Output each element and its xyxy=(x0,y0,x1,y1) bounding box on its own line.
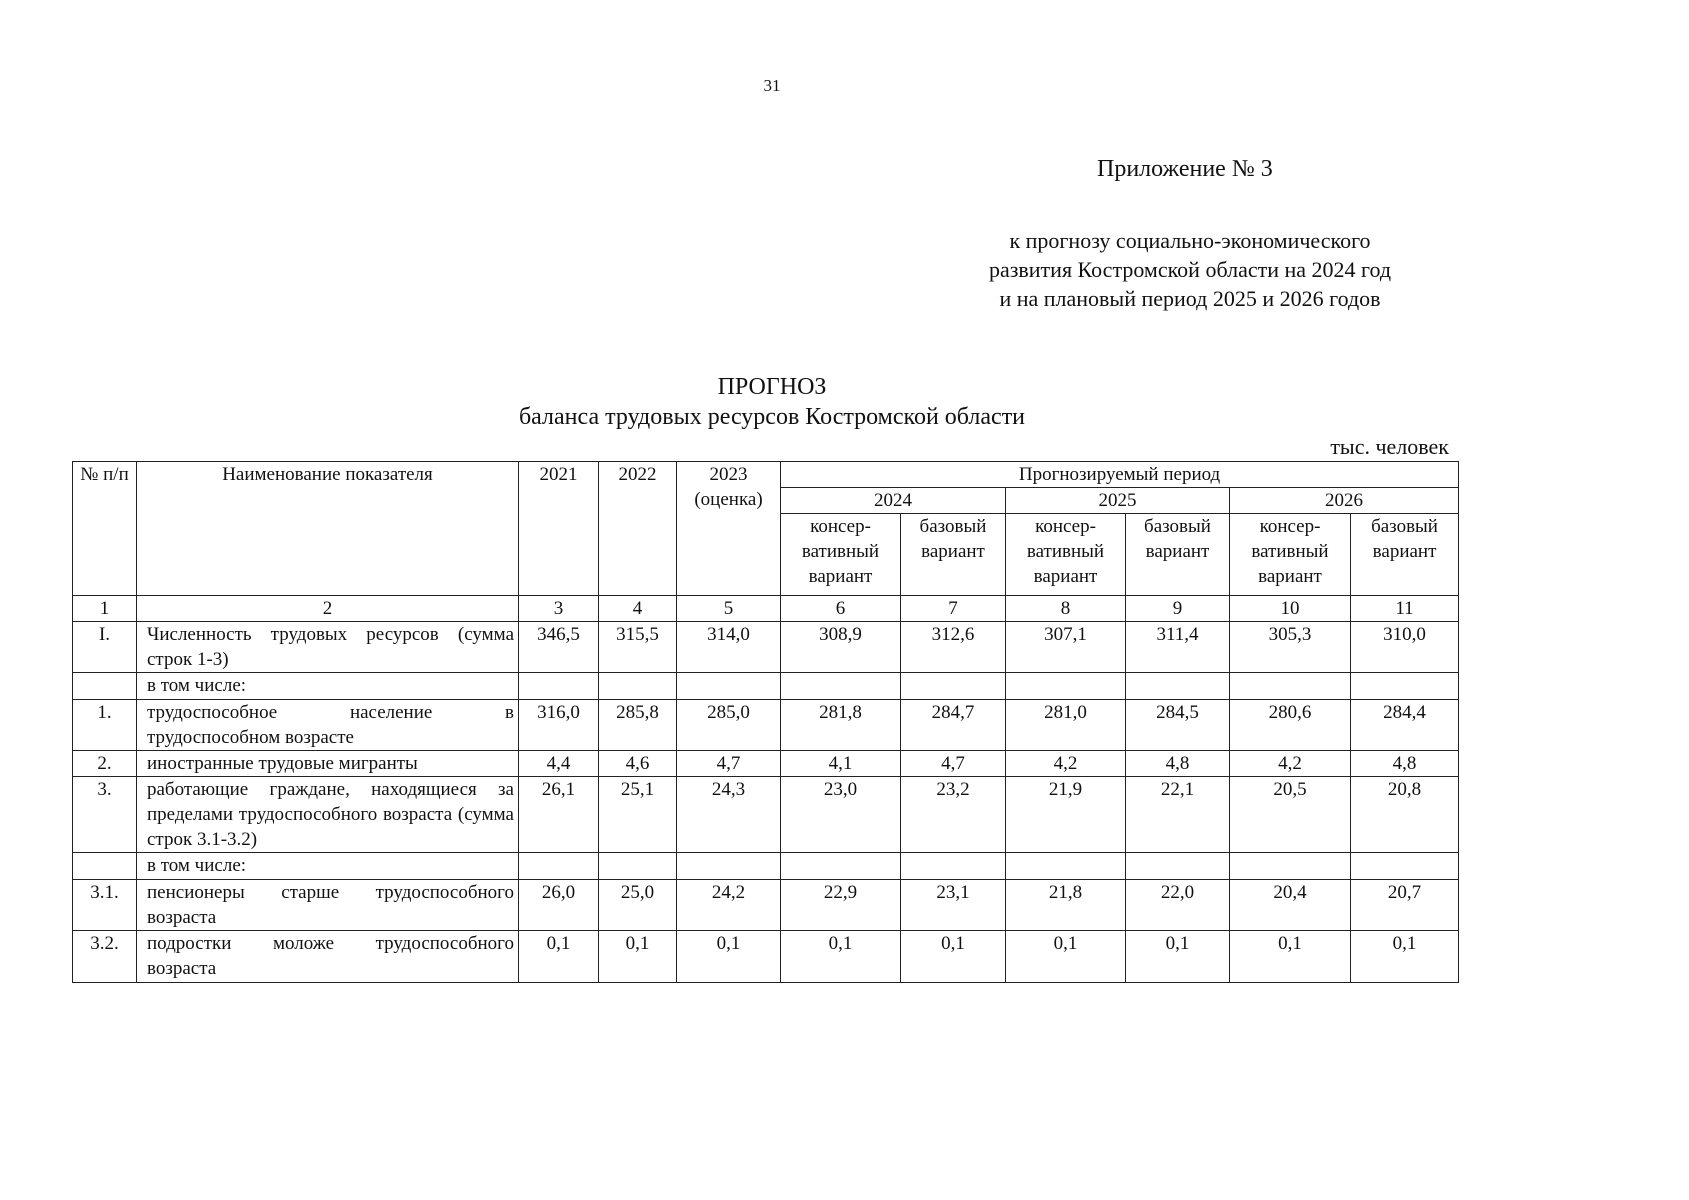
indicator-name: в том числе: xyxy=(137,673,519,700)
value-cell: 284,4 xyxy=(1351,700,1459,751)
indicator-name: подростки моложе трудоспособного возраста xyxy=(137,931,519,983)
value-cell: 25,0 xyxy=(599,880,677,931)
value-cell: 311,4 xyxy=(1126,622,1230,673)
value-cell: 24,2 xyxy=(677,880,781,931)
value-cell: 307,1 xyxy=(1006,622,1126,673)
value-cell xyxy=(677,853,781,880)
row-number: 3.2. xyxy=(73,931,137,983)
value-cell: 20,8 xyxy=(1351,777,1459,853)
value-cell: 305,3 xyxy=(1230,622,1351,673)
value-cell: 285,8 xyxy=(599,700,677,751)
column-index: 10 xyxy=(1230,596,1351,622)
row-number: 2. xyxy=(73,751,137,777)
column-index: 5 xyxy=(677,596,781,622)
header-conservative-2024: консер-вативный вариант xyxy=(781,514,901,596)
value-cell xyxy=(1230,853,1351,880)
header-base-2025: базовый вариант xyxy=(1126,514,1230,596)
header-2024: 2024 xyxy=(781,488,1006,514)
header-2021: 2021 xyxy=(519,462,599,596)
header-conservative-2026: консер-вативный вариант xyxy=(1230,514,1351,596)
value-cell: 24,3 xyxy=(677,777,781,853)
value-cell: 316,0 xyxy=(519,700,599,751)
value-cell xyxy=(901,853,1006,880)
header-2023: 2023 (оценка) xyxy=(677,462,781,596)
value-cell: 281,0 xyxy=(1006,700,1126,751)
indicator-name: пенсионеры старше трудоспособного возраста xyxy=(137,880,519,931)
row-number: 3. xyxy=(73,777,137,853)
table-row xyxy=(73,622,1459,673)
value-cell: 4,2 xyxy=(1006,751,1126,777)
row-number: I. xyxy=(73,622,137,673)
value-cell: 21,9 xyxy=(1006,777,1126,853)
column-index-row xyxy=(73,596,1459,622)
labor-balance-table xyxy=(72,461,1459,983)
header-2026: 2026 xyxy=(1230,488,1459,514)
value-cell: 346,5 xyxy=(519,622,599,673)
column-index: 3 xyxy=(519,596,599,622)
appendix-subtitle-line: и на плановый период 2025 и 2026 годов xyxy=(999,286,1381,311)
value-cell: 26,0 xyxy=(519,880,599,931)
value-cell: 21,8 xyxy=(1006,880,1126,931)
row-number xyxy=(73,853,137,880)
table-body xyxy=(73,596,1459,983)
value-cell: 314,0 xyxy=(677,622,781,673)
value-cell: 280,6 xyxy=(1230,700,1351,751)
column-index: 1 xyxy=(73,596,137,622)
value-cell: 285,0 xyxy=(677,700,781,751)
value-cell: 281,8 xyxy=(781,700,901,751)
value-cell: 4,6 xyxy=(599,751,677,777)
table-row xyxy=(73,880,1459,931)
value-cell xyxy=(677,673,781,700)
table-row xyxy=(73,853,1459,880)
table-row xyxy=(73,777,1459,853)
header-num: № п/п xyxy=(73,462,137,596)
value-cell xyxy=(1230,673,1351,700)
indicator-name: в том числе: xyxy=(137,853,519,880)
row-number: 3.1. xyxy=(73,880,137,931)
value-cell: 20,4 xyxy=(1230,880,1351,931)
value-cell: 284,5 xyxy=(1126,700,1230,751)
value-cell: 308,9 xyxy=(781,622,901,673)
value-cell xyxy=(1006,853,1126,880)
header-conservative-2025: консер-вативный вариант xyxy=(1006,514,1126,596)
table-header xyxy=(73,462,1459,596)
value-cell: 0,1 xyxy=(1006,931,1126,983)
header-base-2024: базовый вариант xyxy=(901,514,1006,596)
value-cell xyxy=(1351,853,1459,880)
value-cell: 20,7 xyxy=(1351,880,1459,931)
value-cell: 4,8 xyxy=(1351,751,1459,777)
document-title-line1: ПРОГНОЗ xyxy=(717,374,827,400)
value-cell: 26,1 xyxy=(519,777,599,853)
header-forecast-period: Прогнозируемый период xyxy=(781,462,1459,488)
value-cell: 310,0 xyxy=(1351,622,1459,673)
value-cell: 22,1 xyxy=(1126,777,1230,853)
row-number xyxy=(73,673,137,700)
appendix-subtitle-line: развития Костромской области на 2024 год xyxy=(988,257,1392,282)
table-row xyxy=(73,751,1459,777)
value-cell: 4,4 xyxy=(519,751,599,777)
header-2022: 2022 xyxy=(599,462,677,596)
value-cell: 4,7 xyxy=(901,751,1006,777)
appendix-subtitle-line: к прогнозу социально-экономического xyxy=(1009,228,1371,253)
indicator-name: иностранные трудовые мигранты xyxy=(137,751,519,777)
table-row xyxy=(73,700,1459,751)
value-cell: 4,1 xyxy=(781,751,901,777)
document-title-line2: баланса трудовых ресурсов Костромской области xyxy=(518,404,1026,430)
value-cell xyxy=(1351,673,1459,700)
value-cell: 22,0 xyxy=(1126,880,1230,931)
value-cell: 4,2 xyxy=(1230,751,1351,777)
value-cell xyxy=(1126,673,1230,700)
appendix-title: Приложение № 3 xyxy=(1097,156,1273,182)
indicator-name: трудоспособное население в трудоспособном возрасте xyxy=(137,700,519,751)
indicator-name: работающие граждане, находящиеся за пределами трудоспособного возраста (сумма строк 3.1-3.2) xyxy=(137,777,519,853)
value-cell: 0,1 xyxy=(1230,931,1351,983)
column-index: 11 xyxy=(1351,596,1459,622)
value-cell: 0,1 xyxy=(599,931,677,983)
column-index: 7 xyxy=(901,596,1006,622)
value-cell: 23,0 xyxy=(781,777,901,853)
column-index: 6 xyxy=(781,596,901,622)
value-cell xyxy=(519,853,599,880)
value-cell: 0,1 xyxy=(901,931,1006,983)
units-label: тыс. человек xyxy=(1330,434,1449,459)
table-row xyxy=(73,673,1459,700)
value-cell: 23,1 xyxy=(901,880,1006,931)
column-index: 8 xyxy=(1006,596,1126,622)
value-cell xyxy=(599,853,677,880)
value-cell: 0,1 xyxy=(519,931,599,983)
value-cell: 22,9 xyxy=(781,880,901,931)
value-cell: 0,1 xyxy=(781,931,901,983)
value-cell: 0,1 xyxy=(1351,931,1459,983)
value-cell: 23,2 xyxy=(901,777,1006,853)
value-cell xyxy=(781,673,901,700)
value-cell xyxy=(519,673,599,700)
value-cell: 284,7 xyxy=(901,700,1006,751)
row-number: 1. xyxy=(73,700,137,751)
column-index: 9 xyxy=(1126,596,1230,622)
value-cell xyxy=(1006,673,1126,700)
value-cell: 25,1 xyxy=(599,777,677,853)
value-cell xyxy=(901,673,1006,700)
value-cell: 4,7 xyxy=(677,751,781,777)
column-index: 4 xyxy=(599,596,677,622)
value-cell xyxy=(781,853,901,880)
value-cell: 20,5 xyxy=(1230,777,1351,853)
value-cell xyxy=(599,673,677,700)
indicator-name: Численность трудовых ресурсов (сумма строк 1-3) xyxy=(137,622,519,673)
value-cell: 315,5 xyxy=(599,622,677,673)
value-cell xyxy=(1126,853,1230,880)
value-cell: 0,1 xyxy=(677,931,781,983)
appendix-subtitle xyxy=(930,226,1450,313)
column-index: 2 xyxy=(137,596,519,622)
table-row xyxy=(73,931,1459,983)
header-name: Наименование показателя xyxy=(137,462,519,596)
header-base-2026: базовый вариант xyxy=(1351,514,1459,596)
value-cell: 312,6 xyxy=(901,622,1006,673)
value-cell: 4,8 xyxy=(1126,751,1230,777)
page-number: 31 xyxy=(763,76,781,95)
value-cell: 0,1 xyxy=(1126,931,1230,983)
document-title xyxy=(0,372,1544,432)
header-2025: 2025 xyxy=(1006,488,1230,514)
